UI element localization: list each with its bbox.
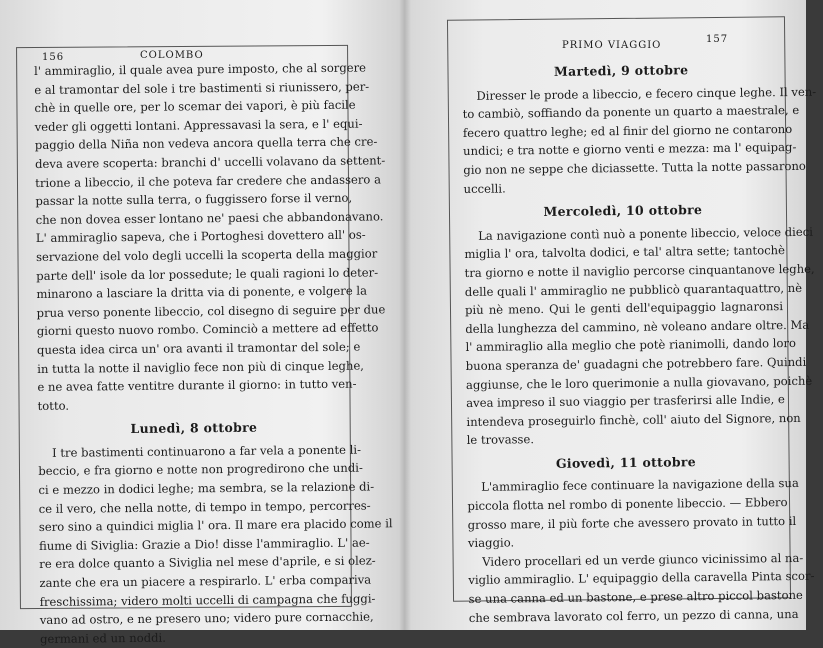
text-line: sero sino a quindici miglia l' ora. Il mare era placido come il (38, 516, 393, 535)
text-line: parte dell' isole da lor possedute; le quali ragioni lo deter- (36, 264, 379, 283)
text-line: se una canna ed un bastone, e prese altro piccol bastone (468, 587, 803, 606)
page-number: 156 (42, 52, 65, 63)
text-line: e al tramontar del sole i tre bastimenti si riunissero, per- (34, 79, 370, 97)
text-line: giorni questo nuovo rombo. Cominciò a mettere ad effetto (36, 320, 379, 339)
text-line: Diresser le prode a libeccio, e fecero cinque leghe. Il ven- (476, 84, 817, 103)
date-heading: Lunedì, 8 ottobre (130, 419, 258, 437)
left-page (0, 0, 398, 646)
text-line: ci e mezzo in dodici leghe; ma sembra, se la relazione di- (38, 479, 375, 498)
text-line: Videro procellari ed un verde giunco vicinissimo al na- (482, 550, 804, 569)
text-line: le trovasse. (466, 432, 535, 448)
text-line: avea impreso il suo viaggio per trasferirsi alle Indie, e (466, 392, 785, 411)
text-line: aggiunse, che le loro querimonie a nulla giovavano, poichè (465, 373, 813, 392)
right-body-text (462, 54, 817, 627)
text-line: viaggio. (467, 535, 515, 551)
text-line: undici; e tra notte e giorno venti e mezza: ma l' equipag- (463, 140, 797, 159)
text-line: delle quali l' ammiraglio ne pubblicò quarantaquattro, nè (464, 280, 803, 299)
text-line: viglio ammiraglio. L' equipaggio della caravella Pinta scor- (468, 569, 815, 588)
page-number: 157 (706, 34, 729, 45)
text-line: piccola flotta nel rombo di ponente libeccio. — Ebbero (467, 495, 788, 514)
text-line: questa idea circa un' ora avanti il tramontar del sole; e (36, 339, 361, 357)
text-line: intendeva proseguirlo finchè, coll' aiuto del Signore, non (466, 410, 801, 429)
text-line: trione a libeccio, il che poteva far credere che andassero a (35, 171, 382, 190)
text-line: to cambiò, soffiando da ponente un quarto a maestrale, e (462, 103, 800, 122)
text-line: della lunghezza del cammino, nè voleano andare oltre. Ma (465, 317, 810, 336)
text-line: prua verso ponente libeccio, col disegno di seguire per due (36, 302, 386, 320)
text-line: I tre bastimenti continuarono a far vela a ponente li- (52, 442, 362, 460)
left-body-text (34, 59, 393, 648)
text-line: vano ad ostro, e ne presero uno; videro pure cornacchie, (39, 609, 374, 628)
text-line: ce il vero, che nella notte, di tempo in tempo, percorres- (38, 498, 371, 516)
text-line: e ne avea fatte ventitre durante il giorno: in tutto ven- (37, 376, 357, 395)
date-heading: Mercoledì, 10 ottobre (543, 202, 703, 220)
right-page (404, 0, 817, 630)
text-line: miglia l' ora, talvolta dodici, e tal' altra sette; tantochè (464, 243, 786, 262)
text-line: buona speranza de' guadagni che potrebbero fare. Quindi (465, 354, 807, 373)
text-line: passar la notte sulla terra, o fuggissero forse il verno, (35, 190, 353, 209)
text-line: freschissima; videro molti uccelli di campagna che fuggi- (39, 591, 376, 609)
text-line: fecero quattro leghe; ed al finir del giorno ne contarono (462, 121, 793, 140)
text-line: gio non ne seppe che diciassette. Tutta la notte passarono (463, 158, 806, 177)
text-line: l' ammiraglio, il quale avea pure imposto, che al sorgere (34, 60, 367, 78)
text-line: beccio, e fra giorno e notte non progredirono che undi- (38, 461, 363, 479)
text-line: uccelli. (463, 181, 506, 196)
text-line: zante che era un piacere a respirarlo. L' erba compariva (39, 572, 372, 591)
text-line: re era dolce quanto a Siviglia nel mese d'aprile, e si olez- (39, 553, 376, 572)
text-line: deva avere scoperta: branchi d' uccelli volavano da settent- (34, 153, 386, 171)
text-line: più nè meno. Qui le genti dell'equipaggio lagnaronsi (464, 299, 784, 318)
date-heading: Giovedì, 11 ottobre (555, 454, 697, 471)
text-line: La navigazione contì nuò a ponente libeccio, veloce dieci (478, 224, 813, 243)
text-line: l' ammiraglio alla meglio che potè rianimolli, dando loro (465, 336, 797, 355)
text-line: germani ed un noddi. (39, 630, 166, 646)
text-line: L'ammiraglio fece continuare la navigazione della sua (481, 476, 799, 495)
text-line: grosso mare, il più forte che avessero provato in tutto il (467, 513, 797, 532)
text-line: veder gli oggetti lontani. Appressavasi la sera, e l' equi- (34, 116, 363, 134)
text-line: paggio della Niña non vedeva ancora quella terra che cre- (34, 134, 378, 153)
text-line: L' ammiraglio sapeva, che i Portoghesi dovettero all' os- (35, 227, 366, 246)
text-line: tra giorno e notte il naviglio percorse cinquantanove leghe, (464, 261, 815, 280)
running-title: PRIMO VIAGGIO (562, 40, 662, 51)
running-title: COLOMBO (140, 50, 204, 61)
text-line: minarono a lasciare la dritta via di ponente, e volgere la (36, 283, 368, 302)
text-line: fiume di Siviglia: Grazie a Dio! disse l'ammiraglio. L' ae- (38, 535, 370, 553)
text-line: che non dovea esser lontano ne' paesi che abbandonavano. (35, 209, 384, 227)
text-line: chè in quelle ore, per lo scemar dei vapori, è più facile (34, 97, 356, 116)
text-line: in tutta la notte il naviglio fece non più di cinque leghe, (37, 358, 365, 376)
text-line: totto. (37, 398, 70, 413)
text-line: che sembrava lavorato col ferro, un pezzo di canna, una (468, 606, 799, 625)
text-line: servazione del volo degli uccelli la scoperta della maggior (35, 246, 378, 264)
date-heading: Martedì, 9 ottobre (553, 62, 689, 79)
